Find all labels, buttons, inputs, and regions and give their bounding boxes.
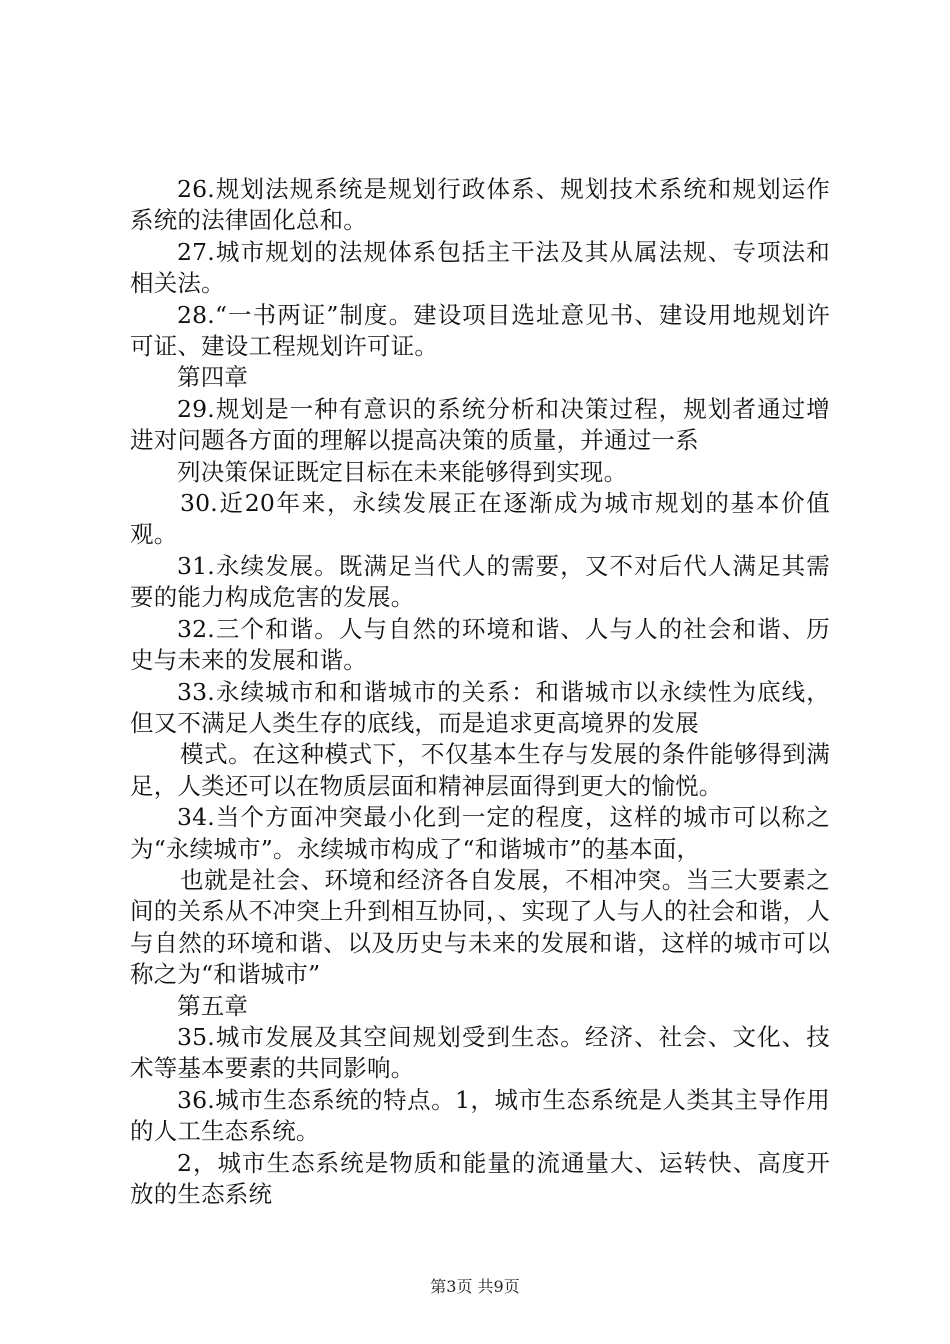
paragraph-31: 31.永续发展。既满足当代人的需要，又不对后代人满足其需要的能力构成危害的发展。 xyxy=(130,551,830,612)
paragraph-33: 33.永续城市和和谐城市的关系：和谐城市以永续性为底线，但又不满足人类生存的底线，而是追求更高境界的发展 xyxy=(130,677,830,737)
paragraph-35: 35.城市发展及其空间规划受到生态。经济、社会、文化、技术等基本要素的共同影响。 xyxy=(130,1022,830,1083)
paragraph-27: 27.城市规划的法规体系包括主干法及其从属法规、专项法和相关法。 xyxy=(130,237,830,298)
paragraph-29-continued: 列决策保证既定目标在未来能够得到实现。 xyxy=(177,457,628,486)
paragraph-29: 29.规划是一种有意识的系统分析和决策过程，规划者通过增进对问题各方面的理解以提高决策的质量，并通过一系 xyxy=(130,394,830,455)
page-number-footer: 第3页 共9页 xyxy=(430,1277,520,1296)
paragraph-30: 30.近20年来，永续发展正在逐渐成为城市规划的基本价值观。 xyxy=(130,489,830,549)
paragraph-32: 32.三个和谐。人与自然的环境和谐、人与人的社会和谐、历史与未来的发展和谐。 xyxy=(130,614,830,675)
paragraph-26: 26.规划法规系统是规划行政体系、规划技术系统和规划运作系统的法律固化总和。 xyxy=(130,175,830,235)
paragraph-28: 28.“一书两证”制度。建设项目选址意见书、建设用地规划许可证、建设工程规划许可证。 xyxy=(130,300,830,361)
paragraph-36: 36.城市生态系统的特点。1，城市生态系统是人类其主导作用的人工生态系统。 xyxy=(130,1085,830,1146)
document-body xyxy=(130,174,830,1210)
chapter-heading-4: 第四章 xyxy=(177,363,249,392)
paragraph-36-item-2: 2，城市生态系统是物质和能量的流通量大、运转快、高度开放的生态系统 xyxy=(130,1148,830,1208)
paragraph-34: 34.当个方面冲突最小化到一定的程度，这样的城市可以称之为“永续城市”。永续城市构成了“和谐城市”的基本面， xyxy=(130,803,830,863)
chapter-heading-5: 第五章 xyxy=(177,991,249,1020)
paragraph-33-continued: 模式。在这种模式下，不仅基本生存与发展的条件能够得到满足，人类还可以在物质层面和精神层面得到更大的愉悦。 xyxy=(130,740,830,800)
paragraph-34-continued: 也就是社会、环境和经济各自发展，不相冲突。当三大要素之间的关系从不冲突上升到相互协同，、实现了人与人的社会和谐，人与自然的环境和谐、以及历史与未来的发展和谐，这样的城市可以称之为“和谐城市” xyxy=(130,865,830,989)
